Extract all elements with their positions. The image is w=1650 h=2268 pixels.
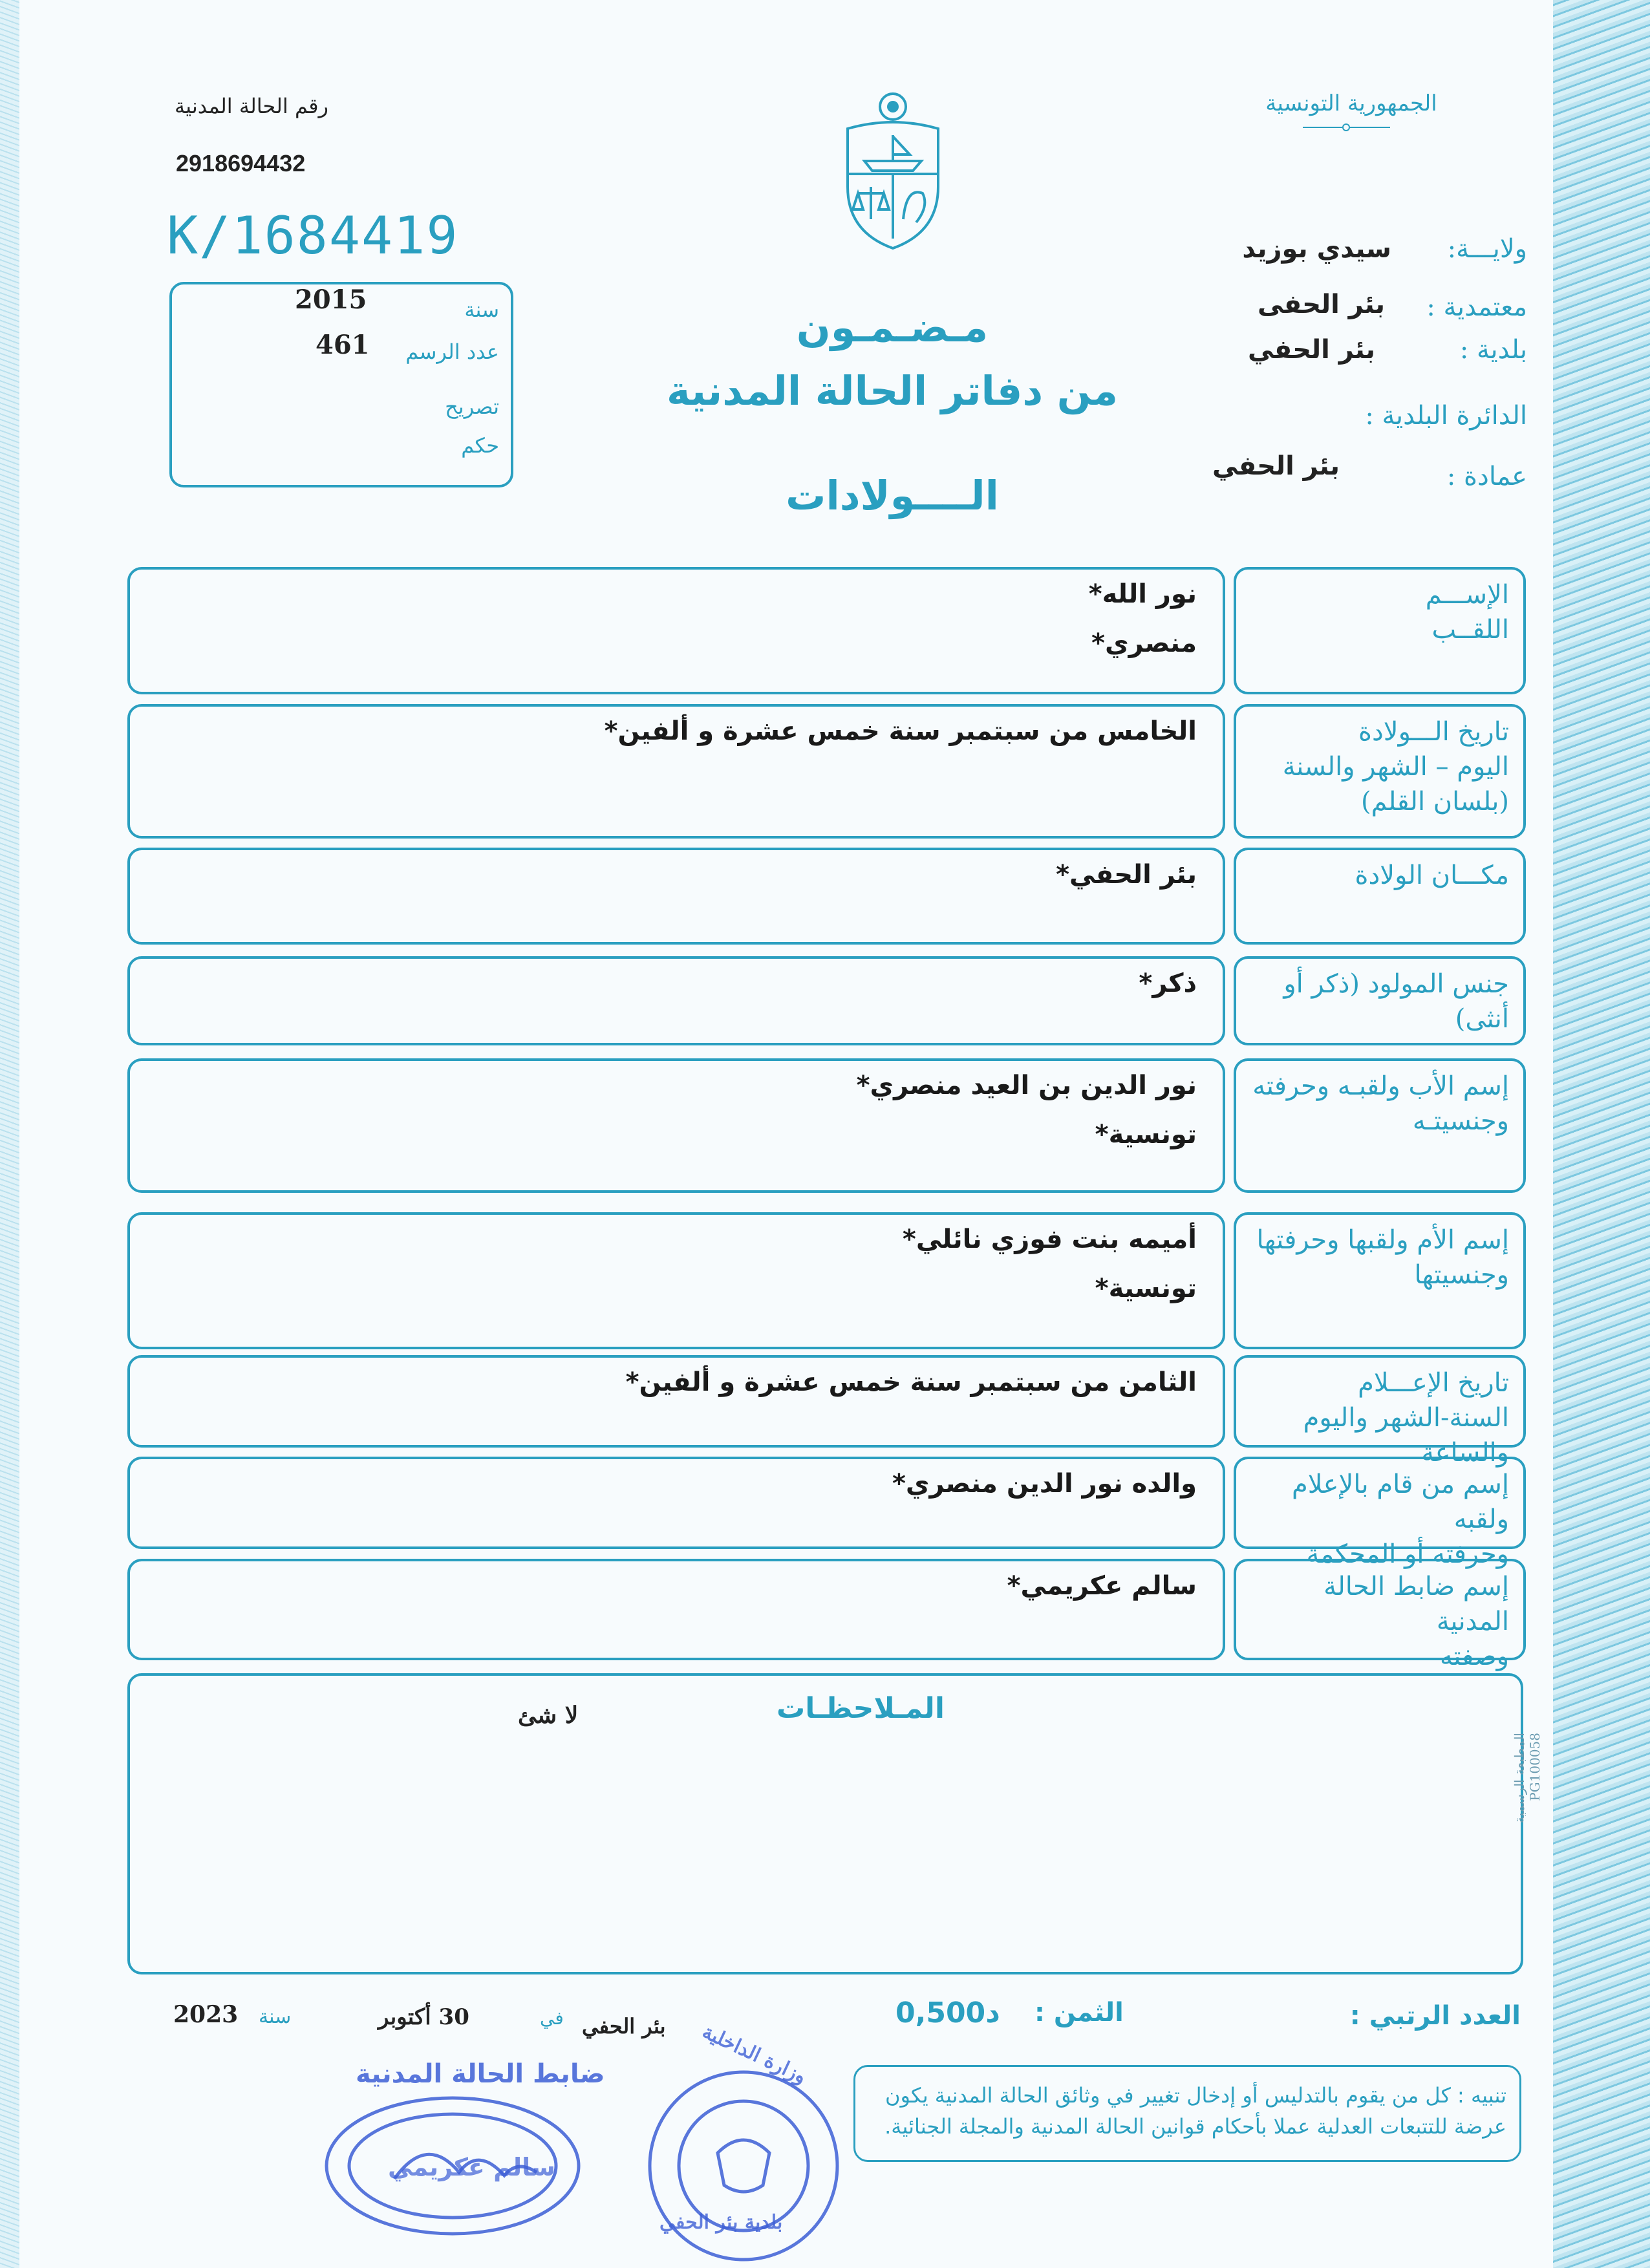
value-line: والده نور الدين منصري* <box>892 1469 1197 1499</box>
label-line: وجنسيتـه <box>1412 1106 1509 1136</box>
row-value-sex <box>127 956 1225 1045</box>
row-label-sex <box>1234 956 1526 1045</box>
serial-number: K/1684419 <box>167 206 459 266</box>
municipality-value: بئر الحفي <box>1248 335 1375 365</box>
warning-notice-box <box>853 2065 1521 2162</box>
value-line: بئر الحفي* <box>1056 860 1197 890</box>
row-label-birth-place <box>1234 848 1526 945</box>
delegation-value: بئر الحفى <box>1258 290 1385 319</box>
row-value-father <box>127 1058 1225 1193</box>
label-line: إسم الأم ولقبها وحرفتها <box>1256 1225 1509 1255</box>
date-prefix: في <box>540 2007 564 2029</box>
value-line: الخامس من سبتمبر سنة خمس عشرة و ألفين* <box>604 716 1197 746</box>
country-name: الجمهورية التونسية <box>1265 91 1437 116</box>
label-line: اللقــب <box>1431 615 1509 645</box>
civil-status-number: 2918694432 <box>176 150 306 177</box>
tunisia-coat-of-arms-icon <box>839 90 947 253</box>
sector-value: بئر الحفي <box>1212 451 1340 481</box>
remarks-value: لا شئ <box>518 1702 579 1729</box>
sector-label: عمادة : <box>1446 462 1527 491</box>
row-label-father <box>1234 1058 1526 1193</box>
stamp-municipality: بلدية بئر الحفي <box>659 2211 783 2234</box>
row-label-mother <box>1234 1212 1526 1349</box>
title-extract: مـضـمـون <box>796 304 989 351</box>
label-line: جنس المولود (ذكر أو أنثى) <box>1283 969 1509 1034</box>
value-line: الثامن من سبتمبر سنة خمس عشرة و ألفين* <box>625 1367 1197 1397</box>
row-label-name-surname <box>1234 567 1526 694</box>
row-value-name-surname <box>127 567 1225 694</box>
row-label-declaration-date <box>1234 1355 1526 1468</box>
label-line: السنة-الشهر واليوم والساعة <box>1303 1403 1509 1468</box>
row-label-officer <box>1234 1559 1526 1671</box>
row-value-declaration-date <box>127 1355 1225 1448</box>
row-label-birth-date <box>1234 704 1526 839</box>
ornament-divider <box>1303 123 1390 132</box>
row-value-birth-place <box>127 848 1225 945</box>
warning-notice: تنبيه : كل من يقوم بالتدليس أو إدخال تغيير في وثائق الحالة المدنية يكون عرضة للتتبعات العدلية عملا بأحكام قوانين الحالة المدنية والمجلة الجنائية. <box>884 2083 1506 2139</box>
label-line: وجنسيتها <box>1414 1260 1509 1290</box>
row-value-officer <box>127 1559 1225 1660</box>
label-line: إسم ضابط الحالة المدنية <box>1323 1572 1509 1636</box>
value-line: أميمه بنت فوزي نائلي* <box>902 1225 1197 1254</box>
label-line: (بلسان القلم) <box>1361 787 1509 817</box>
value-line: تونسية* <box>1095 1274 1197 1303</box>
label-line: إسم من قام بالإعلام ولقبه <box>1292 1470 1509 1534</box>
stamp-officer-title: ضابط الحالة المدنية <box>356 2059 605 2089</box>
governorate-label: ولايـــة: <box>1447 234 1527 264</box>
value-line: منصري* <box>1091 628 1197 658</box>
civil-status-number-label: رقم الحالة المدنية <box>175 94 328 118</box>
stamp-ministry: وزارة الداخلية <box>698 2020 810 2088</box>
remarks-box <box>127 1673 1523 1974</box>
security-border-right <box>1553 0 1650 2268</box>
municipality-label: بلدية : <box>1459 335 1527 365</box>
official-stamp-icon <box>323 2017 879 2263</box>
label-line: وصفته <box>1439 1642 1509 1671</box>
printer-mark: المطبعة الرسمية PG100058 <box>1512 1733 1543 1824</box>
record-year-label: سنة <box>464 297 499 322</box>
row-value-mother <box>127 1212 1225 1349</box>
security-border-left <box>0 0 19 2268</box>
record-number: 461 <box>316 330 370 360</box>
label-line: إسم الأب ولقبـه وحرفته <box>1252 1071 1509 1101</box>
title-registers: من دفاتر الحالة المدنية <box>667 367 1118 414</box>
delegation-label: معتمدية : <box>1426 292 1527 322</box>
record-number-label: عدد الرسم <box>405 339 499 364</box>
record-year: 2015 <box>295 284 367 315</box>
value-line: تونسية* <box>1095 1120 1197 1150</box>
municipal-district-label: الدائرة البلدية : <box>1365 401 1527 431</box>
remarks-label: المـلاحظـات <box>777 1692 945 1725</box>
value-line: سالم عكريمي* <box>1007 1571 1197 1601</box>
label-line: تاريخ الإعـــلام <box>1358 1368 1509 1398</box>
label-line: مكـــان الولادة <box>1355 861 1509 890</box>
label-line: وحرفته أو المحكمة <box>1306 1539 1509 1569</box>
row-value-birth-date <box>127 704 1225 839</box>
declaration-label: تصريح <box>445 394 499 419</box>
stamp-officer-name: سالم عكريمي <box>388 2153 555 2181</box>
year-label: سنة <box>259 2006 292 2028</box>
issue-date: 30 أكتوبر <box>378 2004 469 2030</box>
record-box <box>169 282 513 487</box>
price-label: الثمن : <box>1034 1998 1124 2027</box>
issue-place: بئر الحفي <box>582 2014 666 2038</box>
title-births: الــــولادات <box>786 472 999 519</box>
row-label-declarant <box>1234 1457 1526 1569</box>
value-line: نور الدين بن العيد منصري* <box>856 1071 1197 1100</box>
judgment-label: حكم <box>461 433 499 458</box>
label-line: الإســـم <box>1425 580 1509 610</box>
label-line: اليوم – الشهر والسنة <box>1282 752 1509 782</box>
serial-order-label: العدد الرتبي : <box>1349 2001 1521 2031</box>
governorate-value: سيدي بوزيد <box>1242 234 1391 264</box>
label-line: تاريخ الـــولادة <box>1358 717 1509 747</box>
value-line: ذكر* <box>1139 968 1197 998</box>
price-value: 0,500د <box>895 1996 1000 2029</box>
row-value-declarant <box>127 1457 1225 1549</box>
issue-year: 2023 <box>173 2001 239 2028</box>
value-line: نور الله* <box>1088 579 1197 609</box>
